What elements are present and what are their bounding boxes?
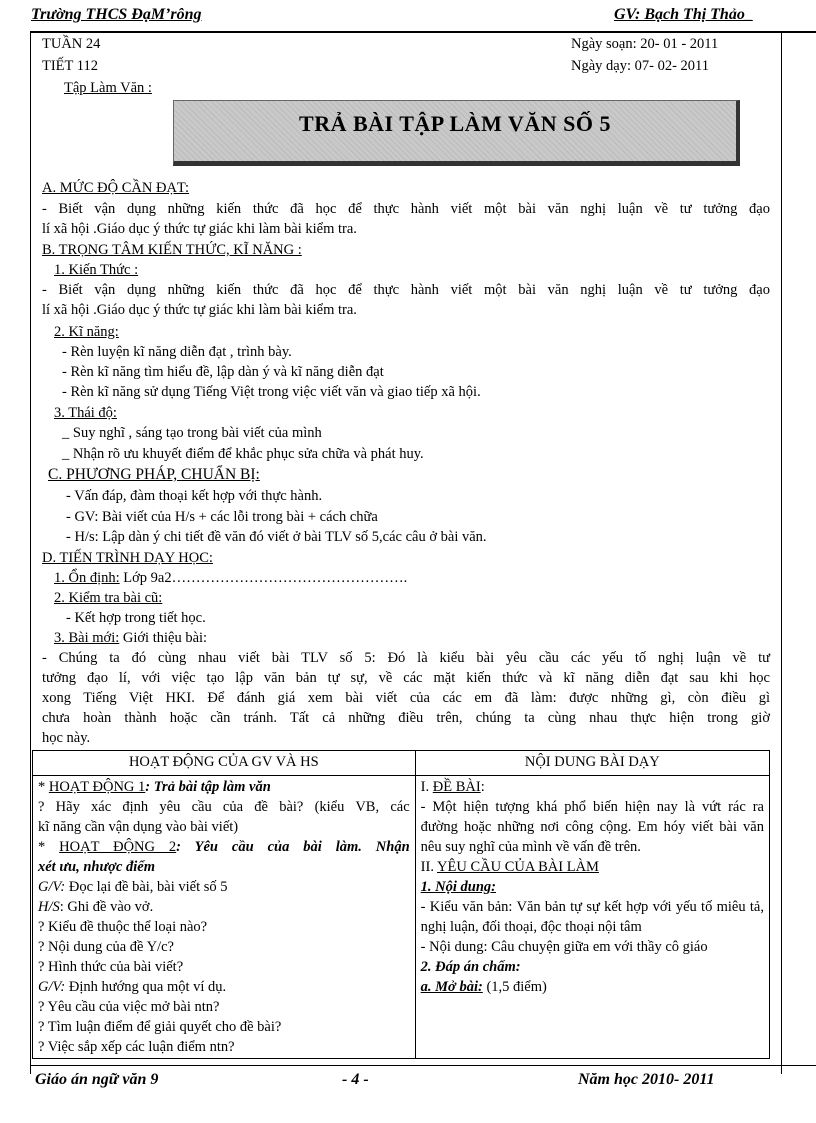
teacher-name: GV: Bạch Thị Thảo_ xyxy=(614,6,753,23)
teach-date: Ngày dạy: 07- 02- 2011 xyxy=(571,58,709,74)
section-c-item-3: - H/s: Lập dàn ý chi tiết đề văn đó viết ở bài TLV số 5,các câu ở bài văn. xyxy=(66,529,487,545)
week-label: TUẦN 24 xyxy=(42,36,101,52)
question-7: ? Việc sắp xếp các luận điểm ntn? xyxy=(38,1039,235,1055)
subject-label: Tập Làm Văn : xyxy=(64,80,152,96)
section-a-heading: A. MỨC ĐỘ CẦN ĐẠT: xyxy=(42,180,190,196)
skills-item-2: - Rèn kĩ năng tìm hiểu đề, lập dàn ý và kĩ năng diễn đạt xyxy=(62,364,384,380)
intro-line-1: - Chúng ta đó cùng nhau viết bài TLV số 5: Đó là kiểu bài yêu cầu các yếu tố nghị luận về tư xyxy=(42,650,770,666)
attitude-heading: 3. Thái độ: xyxy=(54,405,117,421)
table-row xyxy=(33,776,770,1059)
content-text: - Nội dung: Câu chuyện giữa em với thầy cô giáo xyxy=(420,939,708,955)
period-label: TIẾT 112 xyxy=(42,58,98,74)
question-3: ? Nội dung của đề Y/c? xyxy=(38,939,174,955)
lesson-table xyxy=(32,750,770,1059)
section-c-item-2: - GV: Bài viết của H/s + các lỗi trong bài + cách chữa xyxy=(66,509,378,525)
activity-2-heading-cont: xét ưu, nhược điểm xyxy=(38,859,155,875)
hs-line-1: H/S: Ghi đề vào vở. xyxy=(38,899,154,915)
question-1a: ? Hãy xác định yêu cầu của đề bài? (kiểu VB, các xyxy=(38,799,410,815)
grading-label: 2. Đáp án chấm: xyxy=(420,959,521,975)
section-c-heading: C. PHƯƠNG PHÁP, CHUẨN BỊ: xyxy=(48,466,260,483)
table-header-row xyxy=(33,751,770,776)
knowledge-heading: 1. Kiến Thức : xyxy=(54,262,139,278)
activity-2-heading: * HOẠT ĐỘNG 2: Yêu cầu của bài làm. Nhận xyxy=(38,839,410,855)
intro-line-5: học này. xyxy=(42,730,91,746)
footer-rule xyxy=(30,1065,816,1066)
step-1: 1. Ổn định: Lớp 9a2…………………………………………. xyxy=(54,570,408,586)
attitude-item-1: _ Suy nghĩ , sáng tạo trong bài viết của mình xyxy=(62,425,322,441)
section-yeu-cau-heading: II. YÊU CẦU CỦA BÀI LÀM xyxy=(420,859,599,875)
step-3: 3. Bài mới: Giới thiệu bài: xyxy=(54,630,208,646)
footer-school-year: Năm học 2010- 2011 xyxy=(578,1071,715,1088)
prep-date: Ngày soạn: 20- 01 - 2011 xyxy=(571,36,719,52)
col-activities-header: HOẠT ĐỘNG CỦA GV VÀ HS xyxy=(33,751,416,776)
skills-item-3: - Rèn kĩ năng sử dụng Tiếng Việt trong việc viết văn và giao tiếp xã hội. xyxy=(62,384,481,400)
section-d-heading: D. TIẾN TRÌNH DẠY HỌC: xyxy=(42,550,213,566)
school-name: Trường THCS ĐạM’rông xyxy=(31,6,202,23)
de-bai-text: - Một hiện tượng khá phổ biến hiện nay là vứt rác ra đường hoặc những nơi công cộng. Em hóy viết bài văn nêu suy nghĩ của mình về vấn đề trên. xyxy=(420,799,764,855)
content-label: 1. Nội dung: xyxy=(420,879,496,895)
frame-left xyxy=(30,32,31,1074)
section-de-bai-heading: I. ĐỀ BÀI: xyxy=(420,779,485,795)
question-1b: kĩ năng cần vận dụng vào bài viết) xyxy=(38,819,239,835)
question-5: ? Yêu cầu của việc mở bài ntn? xyxy=(38,999,220,1015)
attitude-item-2: _ Nhận rõ ưu khuyết điểm để khắc phục sửa chữa và phát huy. xyxy=(62,446,424,462)
col-content-header: NỘI DUNG BÀI DẠY xyxy=(415,751,769,776)
gv-line-2: G/V: Định hướng qua một ví dụ. xyxy=(38,979,227,995)
footer-course: Giáo án ngữ văn 9 xyxy=(35,1071,159,1088)
intro-line-2: tưởng đạo lí, với việc tạo lập văn bản tự sự, về các mặt kiến thức và kĩ năng diễn đạt sau khi học xyxy=(42,670,770,686)
skills-heading: 2. Kĩ năng: xyxy=(54,324,119,340)
section-a-text-1: - Biết vận dụng những kiến thức đã học để thực hành viết một bài văn nghị luận về tư tưởng đạo xyxy=(42,201,770,217)
question-6: ? Tìm luận điểm để giải quyết cho đề bài? xyxy=(38,1019,282,1035)
knowledge-text-2: lí xã hội .Giáo dục ý thức tự giác khi làm bài kiểm tra. xyxy=(42,302,357,318)
skills-item-1: - Rèn luyện kĩ năng diễn đạt , trình bày. xyxy=(62,344,292,360)
footer-page-number: - 4 - xyxy=(342,1071,369,1088)
step-2-text: - Kết hợp trong tiết học. xyxy=(66,610,206,626)
content-cell xyxy=(415,776,769,1059)
intro-line-4: chưa hoàn thành hoặc cần tránh. Tất cả những điều trên, chúng ta cùng nhau thực hiện trong giờ xyxy=(42,710,770,726)
question-4: ? Hình thức của bài viết? xyxy=(38,959,184,975)
section-a-text-2: lí xã hội .Giáo dục ý thức tự giác khi làm bài kiểm tra. xyxy=(42,221,357,237)
page-title: TRẢ BÀI TẬP LÀM VĂN SỐ 5 xyxy=(299,111,611,136)
gv-line-1: G/V: Đọc lại đề bài, bài viết số 5 xyxy=(38,879,228,895)
frame-right xyxy=(781,32,782,1074)
activities-cell xyxy=(33,776,416,1059)
section-b-heading: B. TRỌNG TÂM KIẾN THỨC, KĨ NĂNG : xyxy=(42,242,302,258)
section-c-item-1: - Vấn đáp, đàm thoại kết hợp với thực hành. xyxy=(66,488,323,504)
intro-score: a. Mở bài: (1,5 điểm) xyxy=(420,979,547,995)
question-2: ? Kiểu đề thuộc thể loại nào? xyxy=(38,919,208,935)
activity-1-heading: * HOẠT ĐỘNG 1: Trả bài tập làm văn xyxy=(38,779,271,795)
knowledge-text-1: - Biết vận dụng những kiến thức đã học để thực hành viết một bài văn nghị luận về tư tưởng đạo xyxy=(42,282,770,298)
step-2-heading: 2. Kiểm tra bài cũ: xyxy=(54,590,163,606)
text-type-text: - Kiểu văn bản: Văn bản tự sự kết hợp với yếu tố miêu tả, nghị luận, đối thoại, độc thoại nội tâm xyxy=(420,899,764,935)
title-box xyxy=(173,100,740,166)
intro-line-3: xong Tiếng Việt HKI. Để đánh giá xem bài viết của các em đã làm: được những gì, còn điều gì xyxy=(42,690,770,706)
header-rule xyxy=(30,31,816,33)
